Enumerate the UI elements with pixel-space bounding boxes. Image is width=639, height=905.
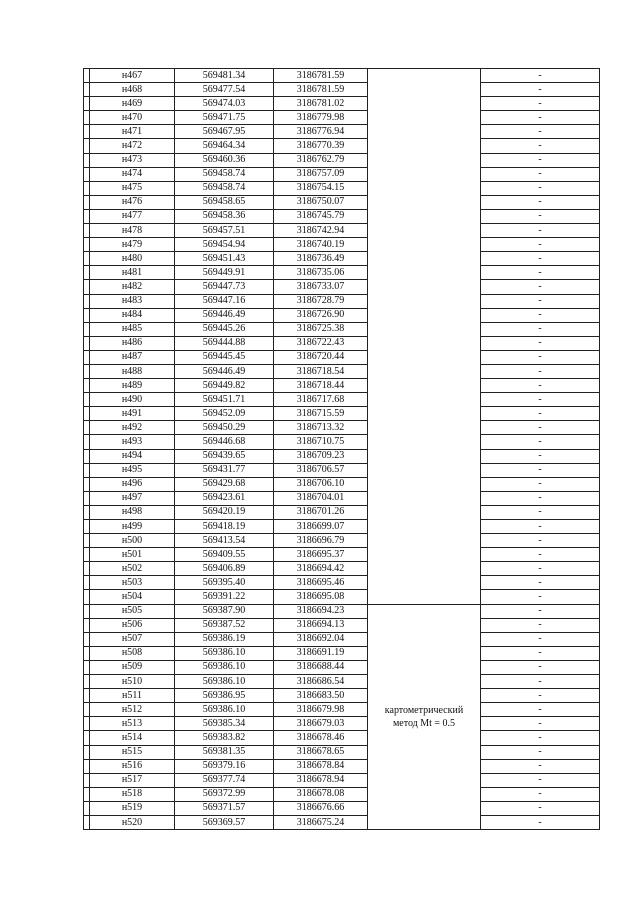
error-cell: - <box>481 815 600 829</box>
error-cell: - <box>481 505 600 519</box>
error-cell: - <box>481 562 600 576</box>
y-coordinate-cell: 3186718.54 <box>274 364 368 378</box>
point-name-cell: н472 <box>90 139 175 153</box>
point-name-cell: н489 <box>90 379 175 393</box>
x-coordinate-cell: 569371.57 <box>175 801 274 815</box>
point-name-cell: н483 <box>90 294 175 308</box>
error-cell: - <box>481 646 600 660</box>
error-cell: - <box>481 689 600 703</box>
y-coordinate-cell: 3186699.07 <box>274 520 368 534</box>
x-coordinate-cell: 569418.19 <box>175 520 274 534</box>
point-name-cell: н492 <box>90 421 175 435</box>
x-coordinate-cell: 569464.34 <box>175 139 274 153</box>
error-cell: - <box>481 280 600 294</box>
point-name-cell: н503 <box>90 576 175 590</box>
error-cell: - <box>481 350 600 364</box>
y-coordinate-cell: 3186725.38 <box>274 322 368 336</box>
table-row <box>84 125 600 139</box>
y-coordinate-cell: 3186679.98 <box>274 703 368 717</box>
y-coordinate-cell: 3186694.42 <box>274 562 368 576</box>
error-cell: - <box>481 238 600 252</box>
table-row <box>84 167 600 181</box>
x-coordinate-cell: 569386.10 <box>175 703 274 717</box>
table-row <box>84 646 600 660</box>
error-cell: - <box>481 294 600 308</box>
y-coordinate-cell: 3186675.24 <box>274 815 368 829</box>
x-coordinate-cell: 569447.73 <box>175 280 274 294</box>
y-coordinate-cell: 3186781.59 <box>274 69 368 83</box>
error-cell: - <box>481 745 600 759</box>
point-name-cell: н482 <box>90 280 175 294</box>
point-name-cell: н517 <box>90 773 175 787</box>
y-coordinate-cell: 3186695.08 <box>274 590 368 604</box>
y-coordinate-cell: 3186701.26 <box>274 505 368 519</box>
x-coordinate-cell: 569387.90 <box>175 604 274 618</box>
table-row <box>84 773 600 787</box>
point-name-cell: н498 <box>90 505 175 519</box>
error-cell: - <box>481 590 600 604</box>
table-row <box>84 379 600 393</box>
x-coordinate-cell: 569450.29 <box>175 421 274 435</box>
point-name-cell: н494 <box>90 449 175 463</box>
y-coordinate-cell: 3186762.79 <box>274 153 368 167</box>
error-cell: - <box>481 548 600 562</box>
table-row <box>84 322 600 336</box>
x-coordinate-cell: 569409.55 <box>175 548 274 562</box>
table-row <box>84 435 600 449</box>
error-cell: - <box>481 618 600 632</box>
method-cell <box>368 604 481 830</box>
y-coordinate-cell: 3186781.59 <box>274 83 368 97</box>
error-cell: - <box>481 632 600 646</box>
x-coordinate-cell: 569481.34 <box>175 69 274 83</box>
point-name-cell: н518 <box>90 787 175 801</box>
point-name-cell: н502 <box>90 562 175 576</box>
table-row <box>84 266 600 280</box>
table-row <box>84 393 600 407</box>
error-cell: - <box>481 83 600 97</box>
error-cell: - <box>481 393 600 407</box>
point-name-cell: н520 <box>90 815 175 829</box>
y-coordinate-cell: 3186745.79 <box>274 209 368 223</box>
point-name-cell: н481 <box>90 266 175 280</box>
table-row <box>84 477 600 491</box>
table-row <box>84 491 600 505</box>
x-coordinate-cell: 569449.82 <box>175 379 274 393</box>
error-cell: - <box>481 773 600 787</box>
table-row <box>84 675 600 689</box>
point-name-cell: н508 <box>90 646 175 660</box>
point-name-cell: н487 <box>90 350 175 364</box>
x-coordinate-cell: 569386.95 <box>175 689 274 703</box>
table-row <box>84 520 600 534</box>
table-row <box>84 801 600 815</box>
table-row <box>84 421 600 435</box>
y-coordinate-cell: 3186706.57 <box>274 463 368 477</box>
y-coordinate-cell: 3186735.06 <box>274 266 368 280</box>
error-cell: - <box>481 181 600 195</box>
x-coordinate-cell: 569423.61 <box>175 491 274 505</box>
table-row <box>84 534 600 548</box>
method-accuracy: метод Mt = 0.5 <box>392 717 456 729</box>
point-name-cell: н479 <box>90 238 175 252</box>
x-coordinate-cell: 569477.54 <box>175 83 274 97</box>
table-row <box>84 717 600 731</box>
x-coordinate-cell: 569383.82 <box>175 731 274 745</box>
x-coordinate-cell: 569369.57 <box>175 815 274 829</box>
error-cell: - <box>481 801 600 815</box>
y-coordinate-cell: 3186717.68 <box>274 393 368 407</box>
table-row <box>84 224 600 238</box>
x-coordinate-cell: 569386.10 <box>175 660 274 674</box>
error-cell: - <box>481 407 600 421</box>
table-row <box>84 590 600 604</box>
point-name-cell: н471 <box>90 125 175 139</box>
table-row <box>84 759 600 773</box>
y-coordinate-cell: 3186722.43 <box>274 336 368 350</box>
point-name-cell: н485 <box>90 322 175 336</box>
x-coordinate-cell: 569406.89 <box>175 562 274 576</box>
y-coordinate-cell: 3186757.09 <box>274 167 368 181</box>
x-coordinate-cell: 569446.49 <box>175 308 274 322</box>
table-row <box>84 350 600 364</box>
point-name-cell: н486 <box>90 336 175 350</box>
x-coordinate-cell: 569377.74 <box>175 773 274 787</box>
table-row <box>84 562 600 576</box>
y-coordinate-cell: 3186733.07 <box>274 280 368 294</box>
point-name-cell: н509 <box>90 660 175 674</box>
point-name-cell: н478 <box>90 224 175 238</box>
table-row <box>84 745 600 759</box>
y-coordinate-cell: 3186754.15 <box>274 181 368 195</box>
y-coordinate-cell: 3186779.98 <box>274 111 368 125</box>
point-name-cell: н496 <box>90 477 175 491</box>
y-coordinate-cell: 3186713.32 <box>274 421 368 435</box>
point-name-cell: н511 <box>90 689 175 703</box>
error-cell: - <box>481 520 600 534</box>
coordinates-table-body <box>84 69 600 830</box>
y-coordinate-cell: 3186715.59 <box>274 407 368 421</box>
y-coordinate-cell: 3186776.94 <box>274 125 368 139</box>
table-row <box>84 139 600 153</box>
error-cell: - <box>481 491 600 505</box>
point-name-cell: н500 <box>90 534 175 548</box>
point-name-cell: н495 <box>90 463 175 477</box>
error-cell: - <box>481 660 600 674</box>
point-name-cell: н467 <box>90 69 175 83</box>
y-coordinate-cell: 3186678.08 <box>274 787 368 801</box>
point-name-cell: н484 <box>90 308 175 322</box>
x-coordinate-cell: 569445.45 <box>175 350 274 364</box>
table-row <box>84 660 600 674</box>
x-coordinate-cell: 569381.35 <box>175 745 274 759</box>
table-row <box>84 280 600 294</box>
table-row <box>84 153 600 167</box>
y-coordinate-cell: 3186720.44 <box>274 350 368 364</box>
x-coordinate-cell: 569386.10 <box>175 675 274 689</box>
y-coordinate-cell: 3186678.46 <box>274 731 368 745</box>
table-row <box>84 689 600 703</box>
point-name-cell: н519 <box>90 801 175 815</box>
x-coordinate-cell: 569420.19 <box>175 505 274 519</box>
point-name-cell: н488 <box>90 364 175 378</box>
x-coordinate-cell: 569447.16 <box>175 294 274 308</box>
x-coordinate-cell: 569439.65 <box>175 449 274 463</box>
point-name-cell: н468 <box>90 83 175 97</box>
point-name-cell: н513 <box>90 717 175 731</box>
x-coordinate-cell: 569395.40 <box>175 576 274 590</box>
y-coordinate-cell: 3186691.19 <box>274 646 368 660</box>
table-row <box>84 364 600 378</box>
x-coordinate-cell: 569458.36 <box>175 209 274 223</box>
x-coordinate-cell: 569474.03 <box>175 97 274 111</box>
x-coordinate-cell: 569379.16 <box>175 759 274 773</box>
table-row <box>84 252 600 266</box>
error-cell: - <box>481 787 600 801</box>
point-name-cell: н504 <box>90 590 175 604</box>
x-coordinate-cell: 569458.74 <box>175 167 274 181</box>
error-cell: - <box>481 153 600 167</box>
error-cell: - <box>481 703 600 717</box>
x-coordinate-cell: 569429.68 <box>175 477 274 491</box>
y-coordinate-cell: 3186706.10 <box>274 477 368 491</box>
table-row <box>84 336 600 350</box>
error-cell: - <box>481 731 600 745</box>
error-cell: - <box>481 604 600 618</box>
x-coordinate-cell: 569449.91 <box>175 266 274 280</box>
table-row <box>84 195 600 209</box>
x-coordinate-cell: 569413.54 <box>175 534 274 548</box>
point-name-cell: н514 <box>90 731 175 745</box>
point-name-cell: н490 <box>90 393 175 407</box>
error-cell: - <box>481 266 600 280</box>
y-coordinate-cell: 3186704.01 <box>274 491 368 505</box>
y-coordinate-cell: 3186686.54 <box>274 675 368 689</box>
table-row <box>84 632 600 646</box>
x-coordinate-cell: 569386.10 <box>175 646 274 660</box>
x-coordinate-cell: 569386.19 <box>175 632 274 646</box>
y-coordinate-cell: 3186740.19 <box>274 238 368 252</box>
y-coordinate-cell: 3186692.04 <box>274 632 368 646</box>
y-coordinate-cell: 3186726.90 <box>274 308 368 322</box>
table-row <box>84 815 600 829</box>
table-row <box>84 308 600 322</box>
error-cell: - <box>481 421 600 435</box>
table-row <box>84 209 600 223</box>
y-coordinate-cell: 3186728.79 <box>274 294 368 308</box>
error-cell: - <box>481 322 600 336</box>
point-name-cell: н501 <box>90 548 175 562</box>
y-coordinate-cell: 3186696.79 <box>274 534 368 548</box>
point-name-cell: н499 <box>90 520 175 534</box>
y-coordinate-cell: 3186695.46 <box>274 576 368 590</box>
error-cell: - <box>481 576 600 590</box>
y-coordinate-cell: 3186679.03 <box>274 717 368 731</box>
point-name-cell: н470 <box>90 111 175 125</box>
table-row <box>84 787 600 801</box>
x-coordinate-cell: 569445.26 <box>175 322 274 336</box>
error-cell: - <box>481 97 600 111</box>
table-row <box>84 731 600 745</box>
error-cell: - <box>481 675 600 689</box>
point-name-cell: н515 <box>90 745 175 759</box>
y-coordinate-cell: 3186781.02 <box>274 97 368 111</box>
error-cell: - <box>481 69 600 83</box>
error-cell: - <box>481 195 600 209</box>
error-cell: - <box>481 308 600 322</box>
table-row <box>84 69 600 83</box>
table-row <box>84 703 600 717</box>
point-name-cell: н505 <box>90 604 175 618</box>
y-coordinate-cell: 3186678.94 <box>274 773 368 787</box>
method-label: картометрический <box>384 704 464 716</box>
y-coordinate-cell: 3186770.39 <box>274 139 368 153</box>
table-row <box>84 505 600 519</box>
table-row <box>84 181 600 195</box>
x-coordinate-cell: 569452.09 <box>175 407 274 421</box>
x-coordinate-cell: 569471.75 <box>175 111 274 125</box>
x-coordinate-cell: 569372.99 <box>175 787 274 801</box>
y-coordinate-cell: 3186676.66 <box>274 801 368 815</box>
error-cell: - <box>481 167 600 181</box>
y-coordinate-cell: 3186683.50 <box>274 689 368 703</box>
error-cell: - <box>481 224 600 238</box>
y-coordinate-cell: 3186694.13 <box>274 618 368 632</box>
error-cell: - <box>481 125 600 139</box>
point-name-cell: н474 <box>90 167 175 181</box>
error-cell: - <box>481 449 600 463</box>
x-coordinate-cell: 569458.74 <box>175 181 274 195</box>
y-coordinate-cell: 3186695.37 <box>274 548 368 562</box>
table-row <box>84 449 600 463</box>
point-name-cell: н493 <box>90 435 175 449</box>
x-coordinate-cell: 569451.43 <box>175 252 274 266</box>
x-coordinate-cell: 569460.36 <box>175 153 274 167</box>
x-coordinate-cell: 569385.34 <box>175 717 274 731</box>
error-cell: - <box>481 364 600 378</box>
point-name-cell: н507 <box>90 632 175 646</box>
error-cell: - <box>481 534 600 548</box>
error-cell: - <box>481 111 600 125</box>
point-name-cell: н512 <box>90 703 175 717</box>
error-cell: - <box>481 252 600 266</box>
error-cell: - <box>481 379 600 393</box>
coordinates-table <box>83 68 600 830</box>
x-coordinate-cell: 569431.77 <box>175 463 274 477</box>
table-row <box>84 576 600 590</box>
table-row <box>84 604 600 618</box>
point-name-cell: н469 <box>90 97 175 111</box>
x-coordinate-cell: 569446.68 <box>175 435 274 449</box>
x-coordinate-cell: 569387.52 <box>175 618 274 632</box>
y-coordinate-cell: 3186694.23 <box>274 604 368 618</box>
error-cell: - <box>481 336 600 350</box>
error-cell: - <box>481 463 600 477</box>
error-cell: - <box>481 477 600 491</box>
x-coordinate-cell: 569458.65 <box>175 195 274 209</box>
point-name-cell: н480 <box>90 252 175 266</box>
y-coordinate-cell: 3186678.84 <box>274 759 368 773</box>
y-coordinate-cell: 3186750.07 <box>274 195 368 209</box>
table-row <box>84 294 600 308</box>
table-row <box>84 463 600 477</box>
table-row <box>84 407 600 421</box>
point-name-cell: н476 <box>90 195 175 209</box>
y-coordinate-cell: 3186709.23 <box>274 449 368 463</box>
point-name-cell: н510 <box>90 675 175 689</box>
method-cell-empty <box>368 69 481 605</box>
point-name-cell: н477 <box>90 209 175 223</box>
table-row <box>84 238 600 252</box>
point-name-cell: н506 <box>90 618 175 632</box>
error-cell: - <box>481 717 600 731</box>
y-coordinate-cell: 3186742.94 <box>274 224 368 238</box>
table-row <box>84 111 600 125</box>
x-coordinate-cell: 569446.49 <box>175 364 274 378</box>
error-cell: - <box>481 759 600 773</box>
x-coordinate-cell: 569391.22 <box>175 590 274 604</box>
y-coordinate-cell: 3186710.75 <box>274 435 368 449</box>
table-row <box>84 83 600 97</box>
point-name-cell: н473 <box>90 153 175 167</box>
x-coordinate-cell: 569457.51 <box>175 224 274 238</box>
point-name-cell: н497 <box>90 491 175 505</box>
table-row <box>84 548 600 562</box>
x-coordinate-cell: 569467.95 <box>175 125 274 139</box>
x-coordinate-cell: 569444.88 <box>175 336 274 350</box>
point-name-cell: н491 <box>90 407 175 421</box>
point-name-cell: н516 <box>90 759 175 773</box>
x-coordinate-cell: 569451.71 <box>175 393 274 407</box>
x-coordinate-cell: 569454.94 <box>175 238 274 252</box>
y-coordinate-cell: 3186736.49 <box>274 252 368 266</box>
table-row <box>84 97 600 111</box>
y-coordinate-cell: 3186718.44 <box>274 379 368 393</box>
error-cell: - <box>481 435 600 449</box>
table-row <box>84 618 600 632</box>
point-name-cell: н475 <box>90 181 175 195</box>
y-coordinate-cell: 3186678.65 <box>274 745 368 759</box>
error-cell: - <box>481 209 600 223</box>
y-coordinate-cell: 3186688.44 <box>274 660 368 674</box>
error-cell: - <box>481 139 600 153</box>
